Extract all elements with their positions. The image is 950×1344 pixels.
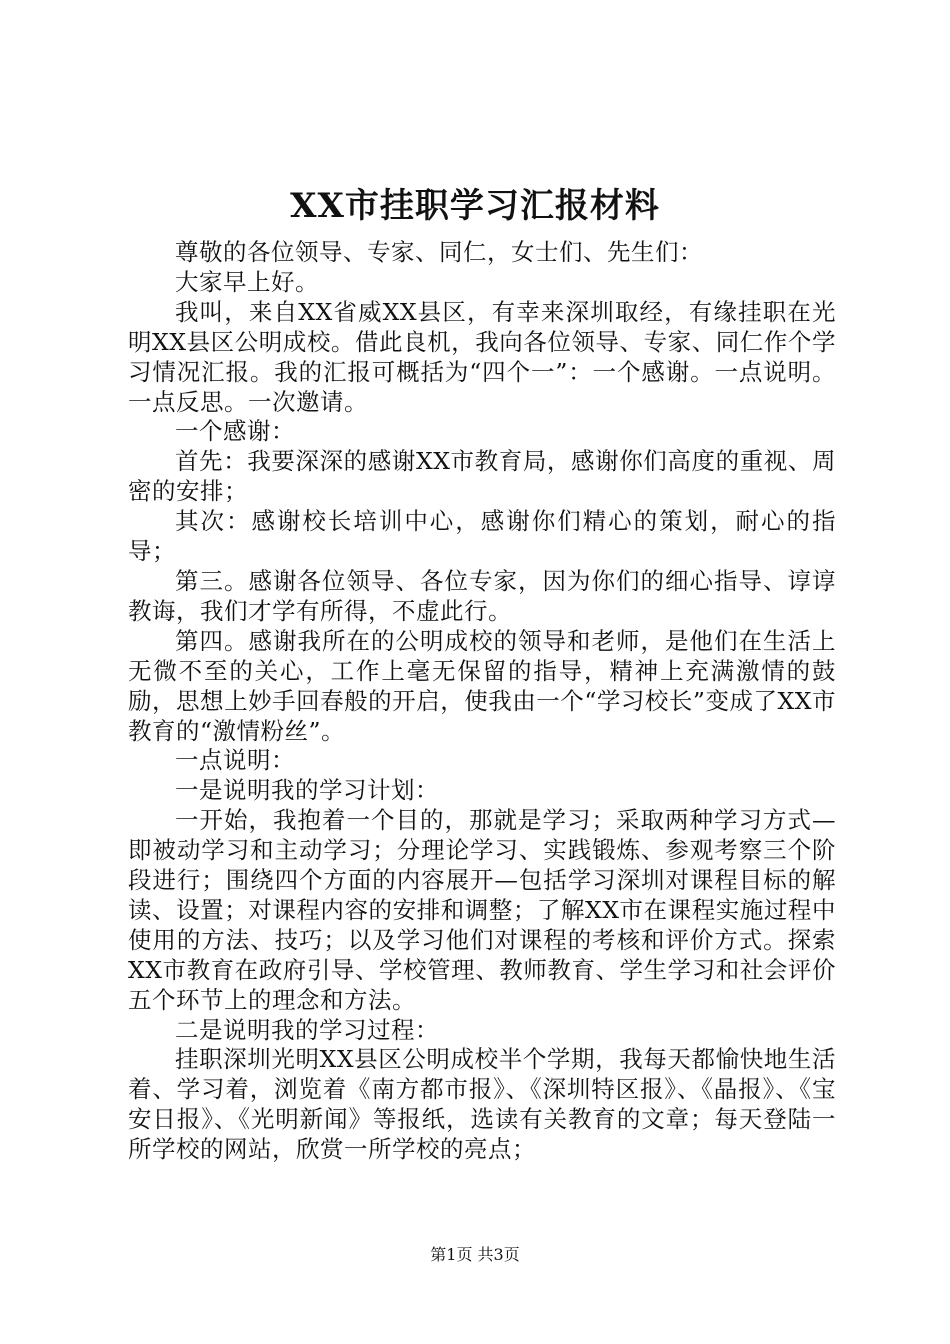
thanks-second-paragraph: 其次：感谢校长培训中心，感谢你们精心的策划，耐心的指导；	[128, 507, 836, 566]
document-body	[128, 238, 836, 1165]
thanks-third-paragraph: 第三。感谢各位领导、各位专家，因为你们的细心指导、谆谆教诲，我们才学有所得，不虚此行。	[128, 566, 836, 625]
study-plan-paragraph: 一开始，我抱着一个目的，那就是学习；采取两种学习方式—即被动学习和主动学习；分理论学习、实践锻炼、参观考察三个阶段进行；围绕四个方面的内容展开—包括学习深圳对课程目标的解读、设置；对课程内容的安排和调整；了解XX市在课程实施过程中使用的方法、技巧；以及学习他们对课程的考核和评价方式。探索XX市教育在政府引导、学校管理、教师教育、学生学习和社会评价五个环节上的理念和方法。	[128, 806, 836, 1014]
study-process-paragraph: 挂职深圳光明XX县区公明成校半个学期，我每天都愉快地生活着、学习着，浏览着《南方都市报》、《深圳特区报》、《晶报》、《宝安日报》、《光明新闻》等报纸，选读有关教育的文章；每天登陆一所学校的网站，欣赏一所学校的亮点；	[128, 1045, 836, 1164]
thanks-first-paragraph: 首先：我要深深的感谢XX市教育局，感谢你们高度的重视、周密的安排；	[128, 447, 836, 506]
salutation-paragraph: 尊敬的各位领导、专家、同仁，女士们、先生们：	[175, 238, 703, 266]
section-heading-explanation: 一点说明：	[175, 746, 295, 775]
document-title: XX市挂职学习汇报材料	[290, 186, 660, 226]
page-number-footer: 第1页 共3页	[430, 1245, 520, 1264]
thanks-fourth-paragraph: 第四。感谢我所在的公明成校的领导和老师，是他们在生活上无微不至的关心，工作上毫无保留的指导，精神上充满激情的鼓励，思想上妙手回春般的开启，使我由一个“学习校长”变成了XX市教育的“激情粉丝”。	[128, 626, 836, 745]
greeting-paragraph: 大家早上好。	[175, 267, 319, 296]
introduction-paragraph: 我叫，来自XX省威XX县区，有幸来深圳取经，有缘挂职在光明XX县区公明成校。借此良机，我向各位领导、专家、同仁作个学习情况汇报。我的汇报可概括为“四个一”：一个感谢。一点说明。一点反思。一次邀请。	[128, 297, 836, 416]
subheading-study-plan: 一是说明我的学习计划：	[175, 776, 439, 805]
section-heading-thanks: 一个感谢：	[175, 417, 295, 446]
subheading-study-process: 二是说明我的学习过程：	[175, 1015, 439, 1044]
